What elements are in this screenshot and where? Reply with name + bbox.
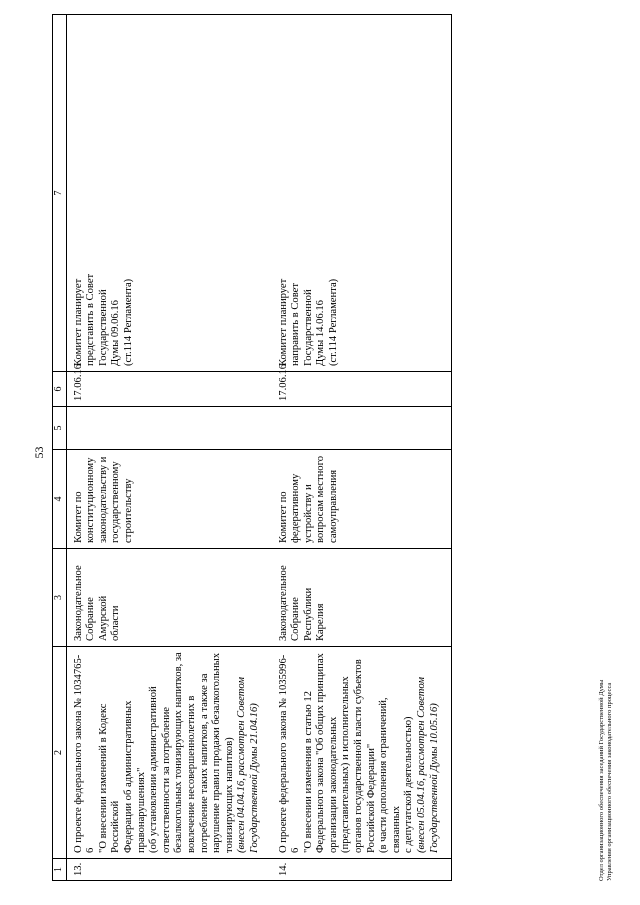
date-cell: 17.06.16 bbox=[272, 372, 452, 407]
column-header: 5 bbox=[53, 407, 67, 450]
footer bbox=[598, 680, 614, 881]
row-number: 13. bbox=[66, 859, 271, 881]
initiator-cell: Законодательное Собрание Амурской области bbox=[66, 549, 271, 647]
column-header: 4 bbox=[53, 450, 67, 549]
initiator-cell: Законодательное Собрание Республики Карелия bbox=[272, 549, 452, 647]
header-row bbox=[53, 15, 67, 881]
plan-cell: Комитет планирует представить в Совет Государственной Думы 09.06.16 (ст.114 Регламента) bbox=[66, 15, 271, 372]
footer-line: Управления организационного обеспечения законодательного процесса bbox=[606, 682, 613, 881]
footer-line: Отдел организационного обеспечения заседаний Государственной Думы bbox=[598, 679, 605, 881]
table-row bbox=[272, 15, 452, 881]
bill-note: (внесен 05.04.16, рассмотрен Советом Государственной Думы 10.05.16) bbox=[416, 677, 440, 853]
bill-title: О проекте федерального закона № 1035996-6 "О внесении изменения в статью 12 Федерального закона "Об общих принципах организации законодательных (представительных) и исполнительных органов государственной власти субъектов Российской Федерации" (в части дополнения ограничений, связанных с депутатской деятельностью) bbox=[277, 653, 415, 853]
bills-table bbox=[52, 14, 452, 881]
bill-cell bbox=[66, 647, 271, 859]
row-number: 14. bbox=[272, 859, 452, 881]
column-header: 2 bbox=[53, 647, 67, 859]
empty-cell bbox=[272, 407, 452, 450]
committee-cell: Комитет по конституционному законодательству и государственному строительству bbox=[66, 450, 271, 549]
committee-cell: Комитет по федеративному устройству и вопросам местного самоуправления bbox=[272, 450, 452, 549]
date-cell: 17.06.16 bbox=[66, 372, 271, 407]
table-row bbox=[66, 15, 271, 881]
column-header: 1 bbox=[53, 859, 67, 881]
page-number: 53 bbox=[32, 446, 46, 459]
empty-cell bbox=[66, 407, 271, 450]
bill-note: (внесен 04.04.16, рассмотрен Советом Государственной Думы 21.04.16) bbox=[236, 677, 260, 853]
bill-cell bbox=[272, 647, 452, 859]
column-header: 6 bbox=[53, 372, 67, 407]
bill-title: О проекте федерального закона № 1034765-6 "О внесении изменений в Кодекс Российской Федерации об административных правонарушениях" (об установлении административной ответственности за потребление безалкогольных тонизирующих напитков, за вовлечение несовершеннолетних в потребление таких напитков, а также за нарушение правил продажи безалкогольных тонизирующих напитков) bbox=[72, 652, 235, 853]
plan-cell: Комитет планирует направить в Совет Государственной Думы 14.06.16 (ст.114 Регламента) bbox=[272, 15, 452, 372]
column-header: 3 bbox=[53, 549, 67, 647]
column-header: 7 bbox=[53, 15, 67, 372]
